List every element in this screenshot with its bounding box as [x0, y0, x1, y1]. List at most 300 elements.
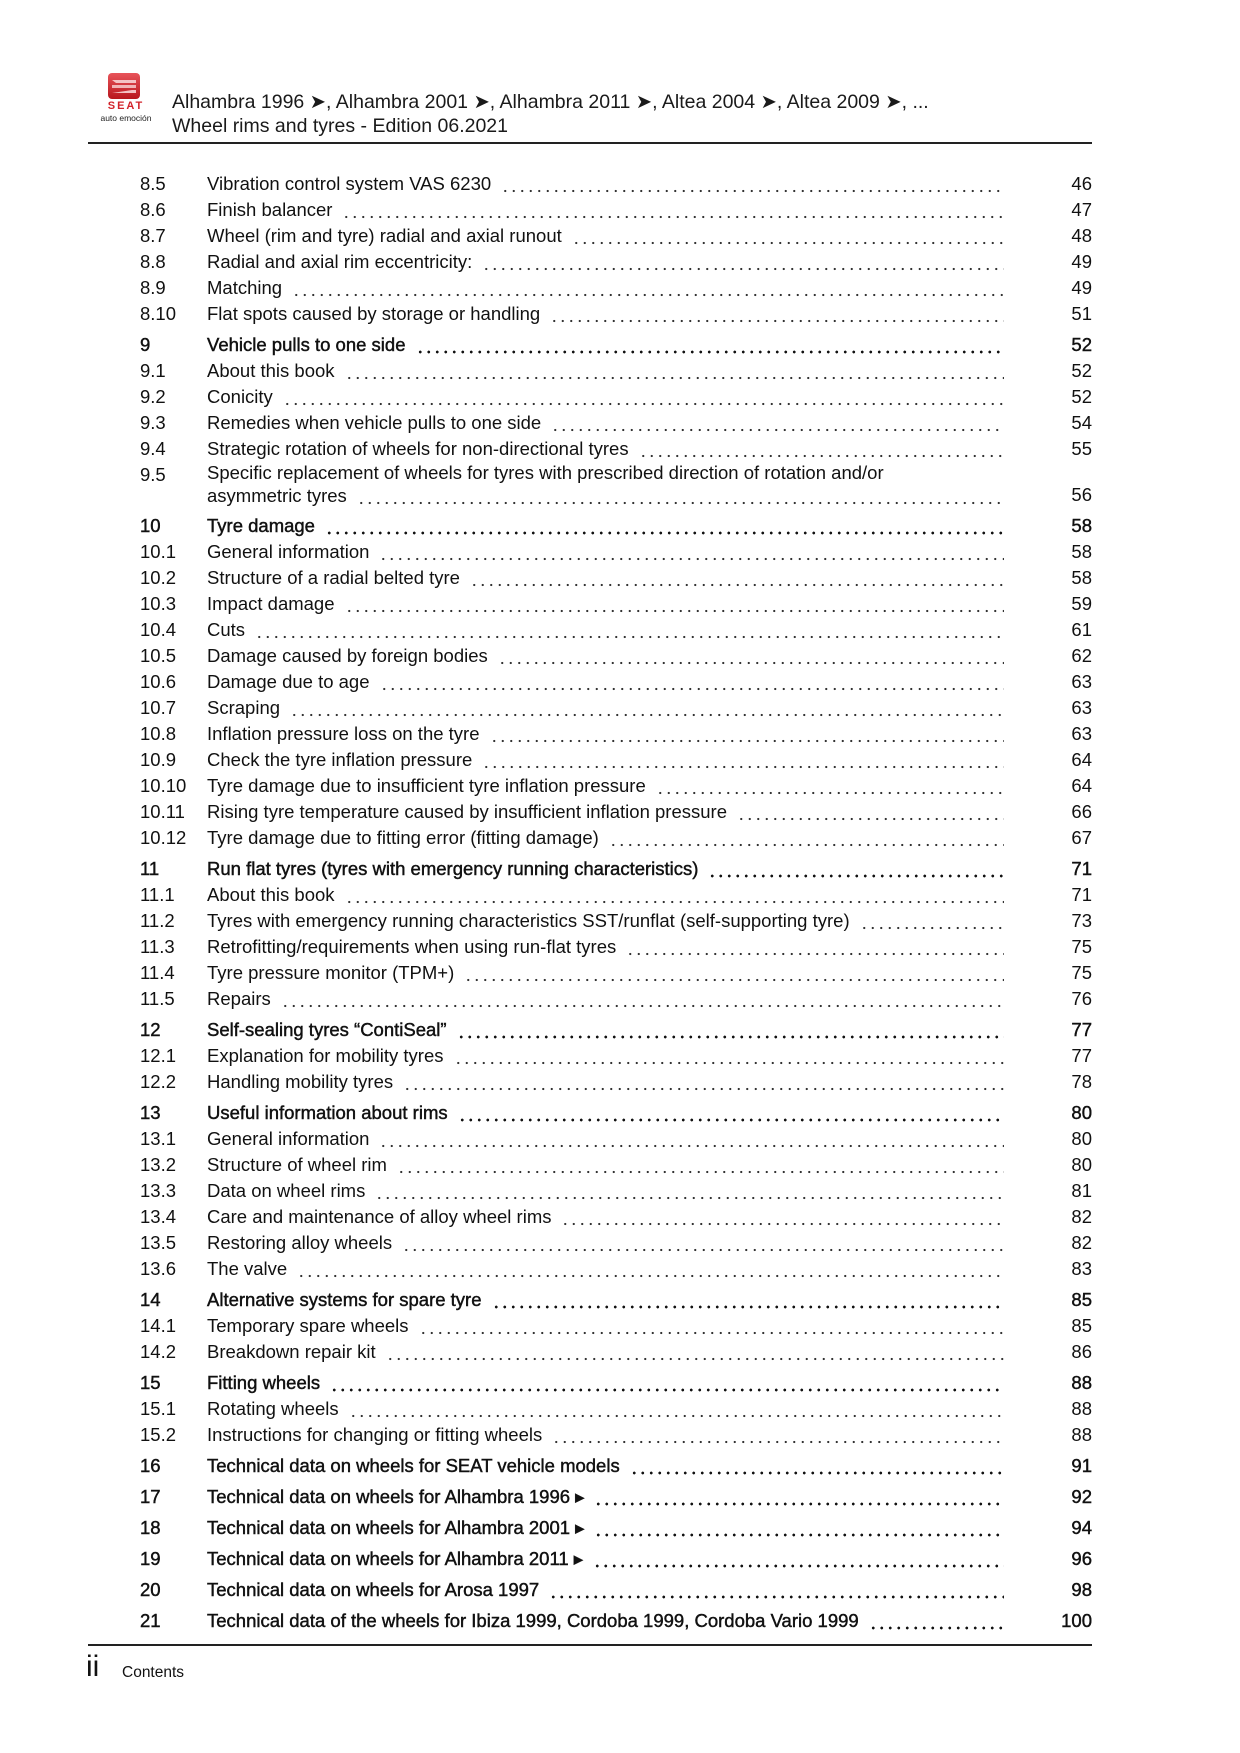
toc-entry-body: [207, 301, 1052, 327]
toc-entry[interactable]: [140, 410, 1092, 436]
toc-entry-body: [207, 223, 1052, 249]
toc-entry-body: [207, 825, 1052, 851]
dot-leader: [458, 1100, 1004, 1126]
toc-entry-page[interactable]: 59: [1071, 593, 1092, 614]
logo-tagline: auto emoción: [100, 113, 152, 123]
dot-leader: [357, 483, 1004, 509]
toc-entry[interactable]: [140, 1043, 1092, 1069]
toc-entry-title[interactable]: Cuts: [207, 619, 246, 640]
dot-leader: [281, 986, 1004, 1012]
toc-entry-page[interactable]: 85: [1071, 1289, 1092, 1310]
toc-entry[interactable]: [140, 882, 1092, 908]
toc-entry-title[interactable]: Vibration control system VAS 6230: [207, 173, 492, 194]
dot-leader: [609, 825, 1004, 851]
toc-entry-page[interactable]: 98: [1071, 1579, 1092, 1600]
toc-entry[interactable]: [140, 223, 1092, 249]
toc-entry[interactable]: [140, 908, 1092, 934]
dot-leader: [397, 1152, 1004, 1178]
toc-entry-page[interactable]: 63: [1071, 697, 1092, 718]
toc-entry[interactable]: [140, 462, 1092, 508]
toc-entry-page[interactable]: 100: [1061, 1610, 1092, 1631]
dot-leader: [290, 695, 1004, 721]
toc-entry-number: 10.1: [140, 541, 177, 562]
toc-entry-number: 12.1: [140, 1045, 177, 1066]
toc-entry[interactable]: [140, 1069, 1092, 1095]
toc-entry-title[interactable]: Technical data on wheels for Alhambra 1996 ▸: [207, 1486, 585, 1507]
dot-leader: [737, 799, 1004, 825]
toc-entry-page[interactable]: 63: [1071, 723, 1092, 744]
toc-entry[interactable]: [140, 591, 1092, 617]
dot-leader: [379, 539, 1004, 565]
toc-section-entry[interactable]: [140, 856, 1092, 882]
toc-entry-page[interactable]: 81: [1071, 1180, 1092, 1201]
toc-entry-number: 8.10: [140, 303, 177, 324]
toc-entry-page[interactable]: 66: [1071, 801, 1092, 822]
toc-section-entry[interactable]: [140, 1484, 1092, 1510]
toc-entry[interactable]: [140, 1152, 1092, 1178]
toc-section-entry[interactable]: [140, 1287, 1092, 1313]
toc-section-entry[interactable]: [140, 1100, 1092, 1126]
toc-entry-body: [207, 436, 1052, 462]
toc-entry[interactable]: [140, 986, 1092, 1012]
toc-entry-title[interactable]: Matching: [207, 277, 283, 298]
toc-entry-page[interactable]: 94: [1071, 1517, 1092, 1538]
toc-entry-body: [207, 1339, 1052, 1365]
seat-logo: [90, 70, 162, 128]
toc-entry-title[interactable]: Wheel (rim and tyre) radial and axial runout: [207, 225, 562, 246]
toc-entry-body: [207, 171, 1052, 197]
toc-entry-number: 11.5: [140, 988, 175, 1009]
toc-entry-body: [207, 513, 1052, 539]
dot-leader: [552, 1422, 1004, 1448]
dot-leader: [419, 1313, 1004, 1339]
toc-entry-number: 10: [140, 515, 161, 536]
toc-entry-title[interactable]: Data on wheel rims: [207, 1180, 366, 1201]
toc-entry-number: 10.8: [140, 723, 177, 744]
toc-entry-body: [207, 1370, 1052, 1396]
toc-entry-page[interactable]: 88: [1071, 1424, 1092, 1445]
toc-entry-body: [207, 1152, 1052, 1178]
toc-entry-title[interactable]: Restoring alloy wheels: [207, 1232, 393, 1253]
dot-leader: [860, 908, 1004, 934]
toc-entry[interactable]: [140, 301, 1092, 327]
toc-entry-number: 14.2: [140, 1341, 177, 1362]
toc-entry[interactable]: [140, 617, 1092, 643]
toc-entry-body: [207, 358, 1052, 384]
toc-entry-page[interactable]: 58: [1071, 567, 1092, 588]
toc-entry-title[interactable]: Rising tyre temperature caused by insufficient inflation pressure: [207, 801, 727, 822]
toc-entry-title[interactable]: Structure of a radial belted tyre: [207, 567, 460, 588]
toc-entry[interactable]: [140, 1396, 1092, 1422]
toc-entry-title[interactable]: General information: [207, 1128, 370, 1149]
toc-entry-page[interactable]: 88: [1071, 1372, 1092, 1393]
toc-entry-title[interactable]: Inflation pressure loss on the tyre: [207, 723, 480, 744]
toc-entry-title[interactable]: Remedies when vehicle pulls to one side: [207, 412, 542, 433]
toc-entry-title[interactable]: Instructions for changing or fitting wheels: [207, 1424, 543, 1445]
toc-entry-page[interactable]: 58: [1071, 515, 1092, 536]
toc-entry-body: [207, 275, 1052, 301]
toc-entry-number: 10.7: [140, 697, 177, 718]
toc-entry-title[interactable]: Tyre damage due to insufficient tyre inflation pressure: [207, 775, 646, 796]
dot-leader: [297, 1256, 1004, 1282]
toc-entry-page[interactable]: 82: [1071, 1206, 1092, 1227]
toc-entry-page[interactable]: 83: [1071, 1258, 1092, 1279]
toc-entry-number: 15.1: [140, 1398, 177, 1419]
toc-entry-body: [207, 986, 1052, 1012]
toc-entry[interactable]: [140, 799, 1092, 825]
toc-entry-page[interactable]: 78: [1071, 1071, 1092, 1092]
toc-entry-title-continuation-line: [207, 483, 1052, 509]
toc-entry-title[interactable]: Specific replacement of wheels for tyres with prescribed direction of rotation and/or: [207, 462, 884, 483]
dot-leader: [454, 1043, 1005, 1069]
toc-entry-number: 13.1: [140, 1128, 177, 1149]
toc-entry-page[interactable]: 86: [1071, 1341, 1092, 1362]
toc-entry-title[interactable]: Tyres with emergency running characteristics SST/runflat (self-supporting tyre): [207, 910, 850, 931]
toc-entry-title[interactable]: The valve: [207, 1258, 288, 1279]
toc-entry-page[interactable]: 96: [1071, 1548, 1092, 1569]
toc-entry-number: 8.5: [140, 173, 166, 194]
toc-entry-page[interactable]: 62: [1071, 645, 1092, 666]
toc-entry[interactable]: [140, 1313, 1092, 1339]
toc-entry[interactable]: [140, 669, 1092, 695]
toc-entry-page[interactable]: 55: [1071, 438, 1092, 459]
toc-entry-page[interactable]: 48: [1071, 225, 1092, 246]
toc-entry-title[interactable]: Care and maintenance of alloy wheel rims: [207, 1206, 552, 1227]
toc-entry-title[interactable]: Technical data on wheels for Alhambra 2001 ▸: [207, 1517, 585, 1538]
dot-leader: [464, 960, 1004, 986]
toc-entry-number: 8.8: [140, 251, 166, 272]
toc-entry-title[interactable]: Technical data of the wheels for Ibiza 1999, Cordoba 1999, Cordoba Vario 1999: [207, 1610, 859, 1631]
toc-entry-title[interactable]: Fitting wheels: [207, 1372, 321, 1393]
toc-entry-body: [207, 1313, 1052, 1339]
toc-section-entry[interactable]: [140, 1608, 1092, 1634]
toc-entry-body: [207, 1287, 1052, 1313]
toc-entry[interactable]: [140, 436, 1092, 462]
dot-leader: [470, 565, 1004, 591]
toc-entry[interactable]: [140, 565, 1092, 591]
toc-entry-page[interactable]: 52: [1071, 386, 1092, 407]
toc-entry-title[interactable]: Repairs: [207, 988, 271, 1009]
toc-entry-body: [207, 1126, 1052, 1152]
page-header: [172, 90, 929, 138]
toc-entry-page[interactable]: 77: [1071, 1045, 1092, 1066]
dot-leader: [869, 1608, 1004, 1634]
toc-entry-page[interactable]: 63: [1071, 671, 1092, 692]
toc-entry-number: 10.2: [140, 567, 177, 588]
dot-leader: [330, 1370, 1004, 1396]
toc-entry-body: [207, 695, 1052, 721]
toc-entry-page[interactable]: 51: [1071, 303, 1092, 324]
toc-entry-page[interactable]: 58: [1071, 541, 1092, 562]
toc-entry[interactable]: [140, 1204, 1092, 1230]
dot-leader: [501, 171, 1004, 197]
toc-entry-number: 10.3: [140, 593, 177, 614]
toc-entry-page[interactable]: 75: [1071, 962, 1092, 983]
dot-leader: [656, 773, 1004, 799]
dot-leader: [630, 1453, 1004, 1479]
seat-s-emblem-icon: [107, 72, 141, 100]
dot-leader: [572, 223, 1004, 249]
toc-entry-number: 9: [140, 334, 151, 355]
toc-entry-number: 10.4: [140, 619, 177, 640]
toc-entry-page[interactable]: 67: [1071, 827, 1092, 848]
dot-leader: [457, 1017, 1004, 1043]
toc-entry-body: [207, 1608, 1052, 1634]
toc-entry-title[interactable]: Impact damage: [207, 593, 335, 614]
toc-entry-body: [207, 1204, 1052, 1230]
dot-leader: [490, 721, 1004, 747]
toc-section-entry[interactable]: [140, 1017, 1092, 1043]
toc-entry-body: [207, 1546, 1052, 1572]
toc-entry-page[interactable]: 76: [1071, 988, 1092, 1009]
dot-leader: [345, 882, 1004, 908]
toc-entry-number: 9.3: [140, 412, 166, 433]
toc-entry-title[interactable]: Handling mobility tyres: [207, 1071, 394, 1092]
toc-entry-title[interactable]: Tyre pressure monitor (TPM+): [207, 962, 455, 983]
toc-entry-page[interactable]: 77: [1071, 1019, 1092, 1040]
toc-entry[interactable]: [140, 1126, 1092, 1152]
toc-entry-page[interactable]: 91: [1071, 1455, 1092, 1476]
toc-entry-title[interactable]: General information: [207, 541, 370, 562]
toc-entry[interactable]: [140, 358, 1092, 384]
dot-leader: [594, 1515, 1004, 1541]
toc-entry-title[interactable]: About this book: [207, 360, 335, 381]
toc-entry[interactable]: [140, 747, 1092, 773]
toc-entry-number: 18: [140, 1517, 161, 1538]
toc-entry[interactable]: [140, 1230, 1092, 1256]
toc-entry[interactable]: [140, 539, 1092, 565]
toc-entry-number: 11.2: [140, 910, 175, 931]
toc-section-entry[interactable]: [140, 513, 1092, 539]
toc-entry-body: [207, 1515, 1052, 1541]
toc-entry-title[interactable]: Scraping: [207, 697, 281, 718]
toc-entry[interactable]: [140, 721, 1092, 747]
toc-entry[interactable]: [140, 773, 1092, 799]
dot-leader: [255, 617, 1004, 643]
toc-entry-title-line2[interactable]: asymmetric tyres: [207, 485, 347, 506]
toc-entry-body: [207, 773, 1052, 799]
toc-entry-title[interactable]: Conicity: [207, 386, 273, 407]
toc-entry[interactable]: [140, 275, 1092, 301]
toc-entry-body: [207, 1422, 1052, 1448]
toc-entry-body: [207, 934, 1052, 960]
toc-entry-page[interactable]: 80: [1071, 1102, 1092, 1123]
toc-entry-number: 10.11: [140, 801, 185, 822]
toc-entry-page[interactable]: 52: [1071, 334, 1092, 355]
toc-entry-number: 12: [140, 1019, 161, 1040]
toc-entry-body: [207, 1396, 1052, 1422]
toc-entry-page[interactable]: 71: [1071, 884, 1092, 905]
toc-entry-page[interactable]: 88: [1071, 1398, 1092, 1419]
header-models: Alhambra 1996 ➤, Alhambra 2001 ➤, Alhambra 2011 ➤, Altea 2004 ➤, Altea 2009 ➤, ...: [172, 91, 929, 113]
toc-entry-title[interactable]: Damage caused by foreign bodies: [207, 645, 488, 666]
toc-entry-body: [207, 1453, 1052, 1479]
toc-entry-number: 13.6: [140, 1258, 177, 1279]
toc-entry[interactable]: [140, 249, 1092, 275]
toc-entry[interactable]: [140, 695, 1092, 721]
toc-entry-body: [207, 410, 1052, 436]
toc-entry-page[interactable]: 52: [1071, 360, 1092, 381]
toc-entry-number: 13.5: [140, 1232, 177, 1253]
toc-section-entry[interactable]: [140, 1370, 1092, 1396]
toc-entry-page[interactable]: 71: [1071, 858, 1092, 879]
toc-entry-page[interactable]: 82: [1071, 1232, 1092, 1253]
toc-entry-number: 8.9: [140, 277, 166, 298]
toc-entry-title[interactable]: Alternative systems for spare tyre: [207, 1289, 482, 1310]
toc-entry-number: 21: [140, 1610, 161, 1631]
toc-entry-title[interactable]: Finish balancer: [207, 199, 333, 220]
toc-entry-title[interactable]: Check the tyre inflation pressure: [207, 749, 473, 770]
footer-page-number: ii: [86, 1650, 100, 1683]
toc-entry-number: 10.9: [140, 749, 177, 770]
toc-entry[interactable]: [140, 171, 1092, 197]
toc-entry-number: 12.2: [140, 1071, 177, 1092]
toc-entry-title[interactable]: Flat spots caused by storage or handling: [207, 303, 541, 324]
toc-entry-body: [207, 1100, 1052, 1126]
toc-entry-number: 11: [140, 858, 160, 879]
dot-leader: [349, 1396, 1004, 1422]
toc-entry[interactable]: [140, 197, 1092, 223]
toc-entry-page[interactable]: 85: [1071, 1315, 1092, 1336]
toc-entry-page[interactable]: 80: [1071, 1154, 1092, 1175]
header-rule: [88, 142, 1092, 144]
toc-entry-title[interactable]: Tyre damage due to fitting error (fitting damage): [207, 827, 599, 848]
toc-entry-title[interactable]: Self-sealing tyres “ContiSeal”: [207, 1019, 447, 1040]
toc-entry-number: 8.7: [140, 225, 166, 246]
toc-section-entry[interactable]: [140, 1577, 1092, 1603]
toc-entry-body: [207, 591, 1052, 617]
toc-entry-title[interactable]: Strategic rotation of wheels for non-directional tyres: [207, 438, 629, 459]
toc-entry-body: [207, 1069, 1052, 1095]
dot-leader: [594, 1484, 1004, 1510]
toc-entry-page[interactable]: 54: [1071, 412, 1092, 433]
toc-entry-body: [207, 1484, 1052, 1510]
toc-entry-number: 13.2: [140, 1154, 177, 1175]
toc-entry-body: [207, 908, 1052, 934]
toc-entry-title[interactable]: Breakdown repair kit: [207, 1341, 376, 1362]
dot-leader: [403, 1069, 1004, 1095]
toc-entry[interactable]: [140, 1339, 1092, 1365]
toc-entry-body: [207, 1577, 1052, 1603]
toc-entry-page[interactable]: 49: [1071, 277, 1092, 298]
toc-entry-body: [207, 462, 1052, 509]
toc-entry-number: 13.4: [140, 1206, 177, 1227]
toc-section-entry[interactable]: [140, 1546, 1092, 1572]
toc-entry-number: 15.2: [140, 1424, 177, 1445]
toc-entry-number: 13.3: [140, 1180, 177, 1201]
toc-entry[interactable]: [140, 384, 1092, 410]
dot-leader: [386, 1339, 1004, 1365]
toc-entry-number: 11.4: [140, 962, 175, 983]
toc-section-entry[interactable]: [140, 1453, 1092, 1479]
toc-entry-body: [207, 1043, 1052, 1069]
dot-leader: [402, 1230, 1004, 1256]
toc-entry-page[interactable]: 80: [1071, 1128, 1092, 1149]
toc-entry-body: [207, 1256, 1052, 1282]
toc-entry-body: [207, 1017, 1052, 1043]
toc-entry-title[interactable]: About this book: [207, 884, 335, 905]
toc-entry-number: 20: [140, 1579, 161, 1600]
dot-leader: [379, 1126, 1004, 1152]
toc-entry[interactable]: [140, 643, 1092, 669]
toc-entry-number: 13: [140, 1102, 161, 1123]
toc-entry-body: [207, 565, 1052, 591]
toc-entry-title[interactable]: Tyre damage: [207, 515, 315, 536]
dot-leader: [325, 513, 1004, 539]
toc-entry[interactable]: [140, 934, 1092, 960]
dot-leader: [593, 1546, 1004, 1572]
toc-entry-page[interactable]: 75: [1071, 936, 1092, 957]
toc-entry-body: [207, 249, 1052, 275]
footer-section-label: Contents: [122, 1664, 185, 1681]
toc-entry-number: 9.5: [140, 464, 166, 485]
dot-leader: [375, 1178, 1004, 1204]
toc-entry-number: 11.3: [140, 936, 175, 957]
toc-entry[interactable]: [140, 1422, 1092, 1448]
toc-entry-title[interactable]: Radial and axial rim eccentricity:: [207, 251, 473, 272]
toc-entry-title[interactable]: Technical data on wheels for SEAT vehicle models: [207, 1455, 620, 1476]
toc-entry-title[interactable]: Damage due to age: [207, 671, 370, 692]
toc-entry-title[interactable]: Rotating wheels: [207, 1398, 339, 1419]
toc-entry-body: [207, 960, 1052, 986]
toc-entry-title[interactable]: Useful information about rims: [207, 1102, 448, 1123]
toc-entry-title[interactable]: Retrofitting/requirements when using run-flat tyres: [207, 936, 617, 957]
toc-entry-page[interactable]: 56: [1071, 484, 1092, 505]
toc-entry-page[interactable]: 47: [1071, 199, 1092, 220]
toc-entry-title[interactable]: Temporary spare wheels: [207, 1315, 409, 1336]
toc-section-entry[interactable]: [140, 332, 1092, 358]
toc-entry-body: [207, 539, 1052, 565]
toc-entry-page[interactable]: 92: [1071, 1486, 1092, 1507]
dot-leader: [342, 197, 1004, 223]
toc-entry-title[interactable]: Explanation for mobility tyres: [207, 1045, 444, 1066]
toc-entry-number: 14.1: [140, 1315, 177, 1336]
toc-entry-number: 10.10: [140, 775, 187, 796]
toc-entry-page[interactable]: 64: [1071, 749, 1092, 770]
toc-entry-body: [207, 1178, 1052, 1204]
dot-leader: [561, 1204, 1004, 1230]
toc-entry-body: [207, 856, 1052, 882]
toc-entry[interactable]: [140, 960, 1092, 986]
toc-entry-page[interactable]: 64: [1071, 775, 1092, 796]
toc-entry-number: 10.12: [140, 827, 187, 848]
toc-entry-title[interactable]: Technical data on wheels for Arosa 1997: [207, 1579, 540, 1600]
dot-leader: [708, 856, 1004, 882]
toc-entry[interactable]: [140, 825, 1092, 851]
toc-section-entry[interactable]: [140, 1515, 1092, 1541]
toc-entry-page[interactable]: 46: [1071, 173, 1092, 194]
toc-entry-body: [207, 747, 1052, 773]
toc-entry-page[interactable]: 49: [1071, 251, 1092, 272]
toc-entry-page[interactable]: 73: [1071, 910, 1092, 931]
dot-leader: [626, 934, 1004, 960]
footer-rule: [88, 1644, 1092, 1646]
dot-leader: [550, 301, 1004, 327]
toc-entry-number: 10.5: [140, 645, 177, 666]
toc-entry-title[interactable]: Vehicle pulls to one side: [207, 334, 406, 355]
dot-leader: [416, 332, 1005, 358]
toc-entry-title[interactable]: Run flat tyres (tyres with emergency running characteristics): [207, 858, 699, 879]
toc-entry-title[interactable]: Technical data on wheels for Alhambra 2011 ▸: [207, 1548, 584, 1569]
dot-leader: [283, 384, 1004, 410]
toc-entry-page[interactable]: 61: [1071, 619, 1092, 640]
dot-leader: [482, 249, 1004, 275]
dot-leader: [482, 747, 1004, 773]
table-of-contents: [140, 171, 1092, 1634]
toc-entry-title[interactable]: Structure of wheel rim: [207, 1154, 387, 1175]
toc-entry[interactable]: [140, 1178, 1092, 1204]
toc-entry[interactable]: [140, 1256, 1092, 1282]
